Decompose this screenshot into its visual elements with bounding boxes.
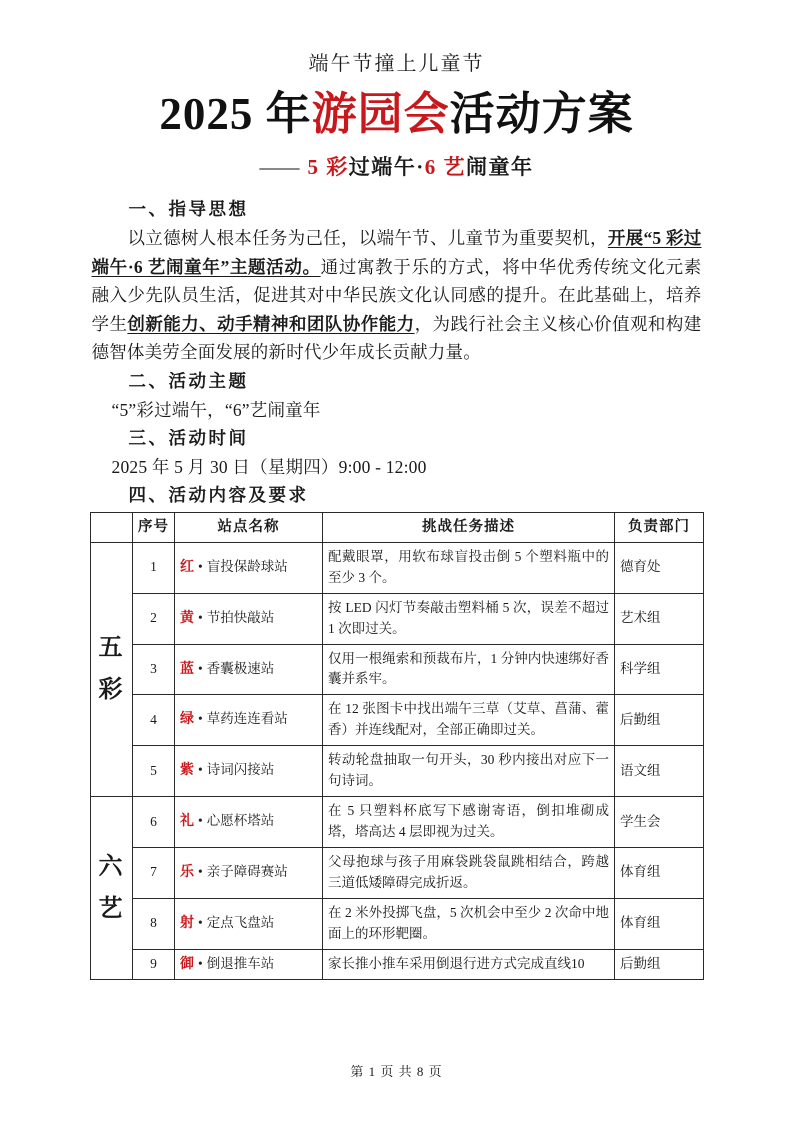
table-row (91, 593, 704, 644)
cell-department: 体育组 (615, 847, 704, 898)
cell-station-name (175, 644, 323, 695)
station-name-text: 亲子障碍赛站 (206, 863, 288, 879)
cell-department: 后勤组 (615, 949, 704, 980)
cell-no: 7 (133, 847, 175, 898)
cell-station-name (175, 898, 323, 949)
cell-department: 德育处 (615, 542, 704, 593)
cell-station-name (175, 695, 323, 746)
table-row (91, 695, 704, 746)
subtitle-dash: —— (259, 155, 298, 180)
group-label-char: 艺 (98, 896, 125, 923)
table-row (91, 797, 704, 848)
section-text-2: “5”彩过端午，“6”艺闹童年 (111, 399, 321, 420)
station-key-char: 蓝 (180, 661, 194, 677)
cell-department: 学生会 (615, 797, 704, 848)
cell-no: 4 (133, 695, 175, 746)
station-key-char: 黄 (180, 610, 194, 626)
table-row (91, 949, 704, 980)
station-key-char: 御 (180, 956, 194, 972)
table-header-row (91, 513, 704, 542)
cell-department: 科学组 (615, 644, 704, 695)
separator-dot: • (198, 558, 203, 574)
title-part-year: 2025 年 (159, 89, 312, 139)
group-label-wucai (91, 542, 133, 796)
document-body (92, 181, 702, 510)
station-key-char: 红 (180, 559, 194, 575)
page-title (0, 86, 793, 142)
station-name-text: 盲投保龄球站 (206, 558, 288, 574)
separator-dot: • (198, 660, 203, 676)
group-label-char: 五 (98, 635, 125, 662)
separator-dot: • (198, 955, 203, 971)
cell-task-desc: 家长推小推车采用倒退行进方式完成直线10 (323, 949, 615, 980)
table-row (91, 898, 704, 949)
section-heading-1: 一、指导思想 (128, 199, 249, 220)
station-key-char: 绿 (180, 712, 194, 728)
station-name-text: 诗词闪接站 (206, 762, 275, 778)
station-name-text: 草药连连看站 (206, 711, 288, 727)
subtitle-part-2: 过端午· (348, 155, 425, 180)
para-run-e: ，为践行社会主义核心价值观和构建德智体美劳全面发展的新时代少年成长贡献力量。 (91, 313, 702, 363)
cell-task-desc: 转动轮盘抽取一句开头，30 秒内接出对应下一句诗词。 (323, 746, 615, 797)
separator-dot: • (198, 914, 203, 930)
cell-station-name (175, 746, 323, 797)
cell-task-desc: 在 12 张图卡中找出端午三草（艾草、菖蒲、藿香）并连线配对，全部正确即过关。 (323, 695, 615, 746)
station-key-char: 礼 (180, 814, 194, 830)
station-key-char: 射 (180, 915, 194, 931)
cell-department: 语文组 (615, 746, 704, 797)
section-heading-4: 四、活动内容及要求 (128, 485, 309, 506)
table-header-group (91, 513, 133, 542)
table-header-name: 站点名称 (175, 513, 323, 542)
cell-task-desc: 在 5 只塑料杯底写下感谢寄语，倒扣堆砌成塔，塔高达 4 层即视为过关。 (323, 797, 615, 848)
title-part-highlight: 游园会 (311, 89, 450, 139)
para-run-d-underlined: 创新能力、动手精神和团队协作能力 (127, 313, 415, 334)
cell-no: 5 (133, 746, 175, 797)
cell-station-name (175, 797, 323, 848)
cell-station-name (175, 542, 323, 593)
station-name-text: 倒退推车站 (206, 955, 275, 971)
cell-department: 艺术组 (615, 593, 704, 644)
cell-station-name (175, 593, 323, 644)
cell-no: 9 (133, 949, 175, 980)
table-header-dept: 负责部门 (615, 513, 704, 542)
station-name-text: 定点飞盘站 (206, 914, 275, 930)
section-paragraph-1 (92, 224, 702, 367)
para-run-a: 以立德树人根本任务为己任，以端午节、儿童节为重要契机， (127, 228, 608, 249)
section-heading-2: 二、活动主题 (128, 370, 249, 391)
document-kicker: 端午节撞上儿童节 (308, 53, 485, 75)
subtitle-part-4: 闹童年 (466, 155, 534, 180)
separator-dot: • (198, 609, 203, 625)
cell-department: 后勤组 (615, 695, 704, 746)
cell-station-name (175, 949, 323, 980)
table-row (91, 644, 704, 695)
cell-no: 1 (133, 542, 175, 593)
cell-no: 8 (133, 898, 175, 949)
cell-task-desc: 仅用一根绳索和预裁布片，1 分钟内快速绑好香囊并系牢。 (323, 644, 615, 695)
para-run-b-underlined: 开展“5 彩过端午·6 艺闹童年”主题活动。 (91, 228, 702, 277)
table-row (91, 847, 704, 898)
group-label-vertical (96, 627, 127, 711)
cell-no: 6 (133, 797, 175, 848)
group-label-vertical (96, 846, 127, 930)
table-header-no: 序号 (133, 513, 175, 542)
document-subtitle (0, 151, 793, 181)
group-label-char: 六 (98, 854, 125, 881)
title-part-tail: 活动方案 (449, 89, 634, 139)
activity-table (90, 512, 704, 980)
station-name-text: 香囊极速站 (206, 660, 275, 676)
cell-no: 2 (133, 593, 175, 644)
cell-task-desc: 按 LED 闪灯节奏敲击塑料桶 5 次，误差不超过 1 次即过关。 (323, 593, 615, 644)
station-name-text: 节拍快敲站 (206, 609, 275, 625)
separator-dot: • (198, 711, 203, 727)
subtitle-part-3: 6 艺 (424, 155, 466, 180)
section-heading-3: 三、活动时间 (128, 428, 249, 449)
station-key-char: 乐 (180, 864, 194, 880)
table-row (91, 542, 704, 593)
cell-task-desc: 在 2 米外投掷飞盘，5 次机会中至少 2 次命中地面上的环形靶圈。 (323, 898, 615, 949)
activity-table-wrapper (90, 512, 703, 980)
section-text-3: 2025 年 5 月 30 日（星期四）9:00 - 12:00 (111, 456, 427, 477)
cell-department: 体育组 (615, 898, 704, 949)
group-label-char: 彩 (98, 677, 125, 704)
cell-no: 3 (133, 644, 175, 695)
cell-station-name (175, 847, 323, 898)
separator-dot: • (198, 762, 203, 778)
separator-dot: • (198, 813, 203, 829)
para-run-c: 通过寓教于乐的方式，将中华优秀传统文化元素融入少先队员生活，促进其对中华民族文化认同感的提升。在此基础上，培养学生 (91, 256, 702, 334)
table-row (91, 746, 704, 797)
page-footer: 第 1 页 共 8 页 (350, 1064, 443, 1079)
title-block (0, 0, 793, 181)
table-header-desc: 挑战任务描述 (323, 513, 615, 542)
separator-dot: • (198, 863, 203, 879)
cell-task-desc: 配戴眼罩，用软布球盲投击倒 5 个塑料瓶中的至少 3 个。 (323, 542, 615, 593)
station-key-char: 紫 (180, 763, 194, 779)
group-label-liuyi (91, 797, 133, 980)
cell-task-desc: 父母抱球与孩子用麻袋跳袋鼠跳相结合，跨越三道低矮障碍完成折返。 (323, 847, 615, 898)
subtitle-part-1: 5 彩 (307, 155, 349, 180)
station-name-text: 心愿杯塔站 (206, 813, 275, 829)
